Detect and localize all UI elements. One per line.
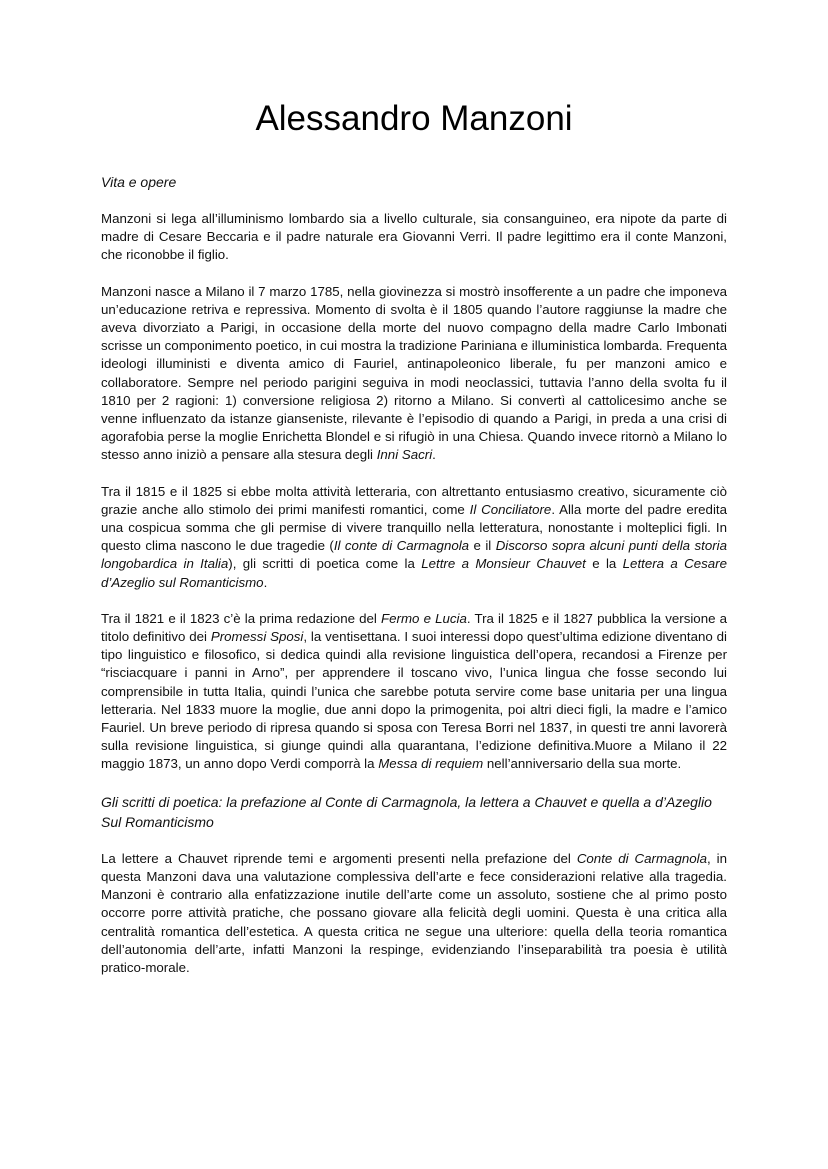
- italic-text-run: Conte di Carmagnola: [576, 850, 707, 866]
- text-run: Manzoni nasce a Milano il 7 marzo 1785, nella giovinezza si mostrò insofferente a un padre che imponeva un’educazione retriva e repressiva. Momento di svolta è il 1805 quando l’autore raggiunse la madre che aveva divorziato a Parigi, in occasione della morte del nuovo compagno della madre Carlo Imbonati scrisse un componimento poetico, in cui mostra la tradizione Pariniana e illuministica lombarda. Frequenta ideologi illuministi e diventa amico di Fauriel, antinapoleonico liberale, fu per manzoni amico e collaboratore. Sempre nel periodo parigini seguiva in modi neoclassici, tuttavia l’anno della svolta fu il 1810 per 2 ragioni: 1) conversione religiosa 2) ritorno a Milano. Si convertì al cattolicesimo anche se venne influenzato da istanze gianseniste, rilevante è l’episodio di quando a Parigi, in preda a una crisi di agorafobia perse la moglie Enrichetta Blondel e si rifugiò in una Chiesa. Quando invece ritornò a Milano lo stesso anno iniziò a pensare alla stesura degli: [101, 283, 727, 463]
- italic-text-run: Messa di requiem: [378, 756, 484, 772]
- text-run: nell’anniversario della sua morte.: [483, 756, 682, 772]
- text-run: .: [432, 447, 436, 463]
- text-run: . Tra il 1825 e il 1827 pubblica la versione a titolo definitivo dei: [101, 610, 728, 645]
- text-run: Tra il 1821 e il 1823 c’è la prima redazione del: [101, 610, 382, 626]
- text-run: e la: [585, 556, 623, 572]
- paragraph: [101, 210, 727, 265]
- italic-text-run: Il Conciliatore: [469, 501, 552, 517]
- text-run: ), gli scritti di poetica come la: [228, 556, 422, 572]
- italic-text-run: Lettre a Monsieur Chauvet: [421, 556, 586, 572]
- text-run: e il: [469, 538, 496, 554]
- text-run: Manzoni si lega all’illuminismo lombardo sia a livello culturale, sia consanguineo, era nipote da parte di madre di Cesare Beccaria e il padre naturale era Giovanni Verri. Il padre legittimo era il conte Manzoni, che riconobbe il figlio.: [101, 211, 727, 263]
- text-run: Tra il 1815 e il 1825 si ebbe molta attività letteraria, con altrettanto entusiasmo creativo, sicuramente ciò grazie anche allo stimolo dei primi manifesti romantici, come: [101, 483, 727, 517]
- section-heading: Vita e opere: [101, 174, 177, 190]
- italic-text-run: Promessi Sposi: [210, 629, 304, 645]
- text-run: . Alla morte del padre eredita una cospicua somma che gli permise di vivere tranquillo nella letteratura, nonostante i molteplici figli. In questo clima nascono le due tragedie (: [101, 501, 727, 554]
- text-run: La lettere a Chauvet riprende temi e argomenti presenti nella prefazione del: [101, 850, 577, 866]
- paragraph: [101, 283, 727, 465]
- section-scritti-di-poetica: [101, 792, 727, 977]
- paragraph: [101, 850, 727, 977]
- italic-text-run: Il conte di Carmagnola: [333, 538, 470, 554]
- italic-text-run: Lettera a Cesare d’Azeglio sul Romanticismo: [101, 556, 727, 590]
- document-body: [101, 172, 727, 995]
- italic-text-run: Inni Sacri: [376, 447, 433, 463]
- document-title: Alessandro Manzoni: [255, 99, 573, 138]
- italic-text-run: Fermo e Lucia: [381, 610, 467, 626]
- text-run: .: [263, 574, 268, 590]
- text-run: , la ventisettana. I suoi interessi dopo quest’ultima edizione diventano di tipo linguistico e filosofico, si dedica quindi alla revisione linguistica dell’opera, recandosi a Firenze per “risciacquare i panni in Arno”, per apprendere il toscano vivo, l’unica lingua che fosse secondo lui comprensibile in tutta Italia, quindi l’unica che sarebbe potuta servire come base unitaria per una lingua letteraria. Nel 1833 muore la moglie, due anni dopo la primogenita, poi altri dieci figli, la madre e l’amico Fauriel. Un breve periodo di ripresa quando si sposa con Teresa Borri nel 1837, in questi tre anni lavorerà sulla revisione linguistica, si giunge quindi alla quarantana, l’edizione definitiva.Muore a Milano il 22 maggio 1873, un anno dopo Verdi comporrà la: [101, 629, 727, 772]
- section-heading: Gli scritti di poetica: la prefazione al Conte di Carmagnola, la lettera a Chauvet e quella a d’Azeglio Sul Romanticismo: [101, 793, 712, 830]
- paragraph: [101, 610, 727, 774]
- text-run: , in questa Manzoni dava una valutazione complessiva dell’arte e fece considerazioni relative alla tragedia. Manzoni è contrario alla enfatizzazione inutile dell’arte come un assoluto, sostiene che al primo posto occorre porre attività pratiche, che possano giovare alla felicità degli uomini. Questa è una critica alla centralità romantica dell’estetica. A questa critica ne segue una ulteriore: quella della teoria romantica dell’autonomia dell’arte, infatti Manzoni la respinge, evidenziando l’inseparabilità tra poesia è utilità pratico-morale.: [101, 850, 727, 975]
- italic-text-run: Discorso sopra alcuni punti della storia longobardica in Italia: [101, 538, 728, 572]
- paragraph: [101, 483, 727, 592]
- section-vita-e-opere: [101, 172, 727, 774]
